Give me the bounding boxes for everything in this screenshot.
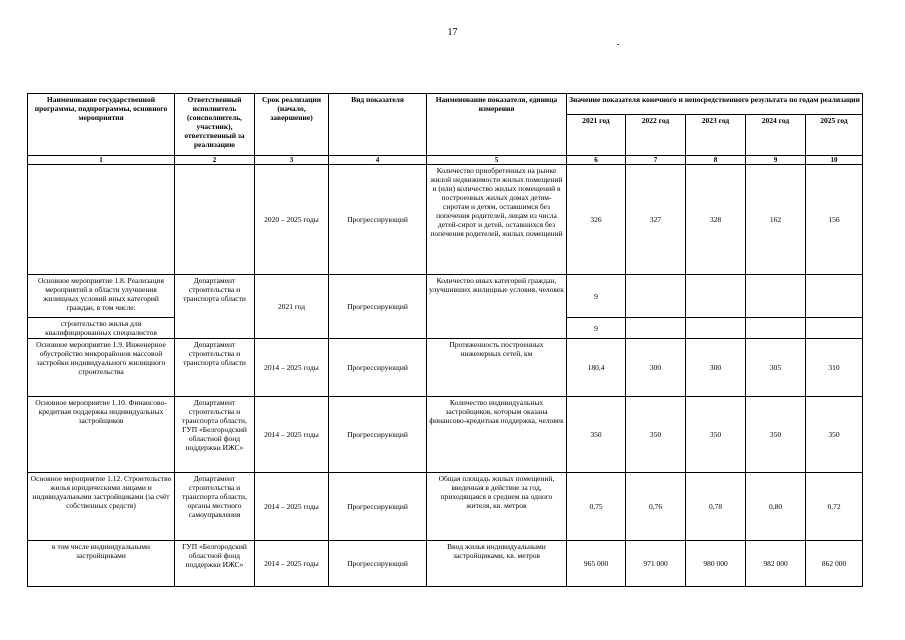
header-year: 2021 год <box>567 115 626 156</box>
column-number: 7 <box>626 156 686 165</box>
value-cell: 180,4 <box>567 339 626 397</box>
header-year: 2024 год <box>746 115 806 156</box>
value-cell: 9 <box>567 318 626 339</box>
column-number: 2 <box>175 156 255 165</box>
header-indicator-name: Наименование показателя, единица измерения <box>427 94 567 156</box>
header-executor: Ответственный исполнитель (соисполнитель, участник), ответственный за реализацию <box>175 94 255 156</box>
program-name-cell: строительство жилья для квалифицированных специалистов <box>28 318 175 339</box>
term-cell: 2014 – 2025 годы <box>255 541 329 587</box>
table-row <box>28 541 863 587</box>
value-cell: 300 <box>626 339 686 397</box>
value-cell: 0,80 <box>746 473 806 541</box>
page-number: 17 <box>447 27 458 38</box>
column-numbers-row <box>28 156 863 165</box>
value-cell: 310 <box>806 339 863 397</box>
program-name-cell <box>28 165 175 275</box>
value-cell: 350 <box>806 397 863 473</box>
header-year: 2023 год <box>686 115 746 156</box>
executor-cell: Департамент строительства и транспорта области, ГУП «Белгородский областной фонд поддержки ИЖС» <box>175 397 255 473</box>
column-number: 10 <box>806 156 863 165</box>
indicator-name-cell: Общая площадь жилых помещений, введенная в действие за год, приходящаяся в среднем на одного жителя, кв. метров <box>427 473 567 541</box>
indicator-type-cell: Прогрессирующий <box>329 339 427 397</box>
value-cell <box>686 318 746 339</box>
value-cell <box>806 318 863 339</box>
value-cell: 0,72 <box>806 473 863 541</box>
value-cell <box>626 275 686 318</box>
value-cell <box>746 318 806 339</box>
indicator-name-cell: Количество приобретенных на рынке жилой недвижимости жилых помещений и (или) количество жилых помещений в построенных жилых домах детям-сиротам и детям, оставшимся без попечения родителей, лицам из числа детей-сирот и детей, оставшихся без попечения родителей, жилых помещений <box>427 165 567 275</box>
value-cell: 0,76 <box>626 473 686 541</box>
indicator-type-cell: Прогрессирующий <box>329 165 427 275</box>
executor-cell: Департамент строительства и транспорта области <box>175 275 255 339</box>
header-values-by-year: Значение показателя конечного и непосредственного результата по годам реализации <box>567 94 863 115</box>
value-cell: 328 <box>686 165 746 275</box>
value-cell: 327 <box>626 165 686 275</box>
value-cell: 326 <box>567 165 626 275</box>
table-row <box>28 275 863 318</box>
indicator-name-cell: Протяженность построенных инженерных сетей, км <box>427 339 567 397</box>
program-name-cell: в том числе индивидуальными застройщиками <box>28 541 175 587</box>
executor-cell: Департамент строительства и транспорта области <box>175 339 255 397</box>
value-cell: 965 000 <box>567 541 626 587</box>
term-cell: 2014 – 2025 годы <box>255 339 329 397</box>
indicator-type-cell: Прогрессирующий <box>329 473 427 541</box>
value-cell: 162 <box>746 165 806 275</box>
value-cell: 305 <box>746 339 806 397</box>
indicator-name-cell: Ввод жилья индивидуальными застройщиками, кв. метров <box>427 541 567 587</box>
column-number: 6 <box>567 156 626 165</box>
value-cell: 350 <box>686 397 746 473</box>
value-cell: 971 000 <box>626 541 686 587</box>
value-cell: 862 000 <box>806 541 863 587</box>
program-name-cell: Основное мероприятие 1.9. Инженерное обустройство микрорайонов массовой застройки индивидуального жилищного строительства <box>28 339 175 397</box>
column-number: 8 <box>686 156 746 165</box>
header-term: Срок реализации (начало, завершение) <box>255 94 329 156</box>
column-number: 3 <box>255 156 329 165</box>
executor-cell: ГУП «Белгородский областной фонд поддержки ИЖС» <box>175 541 255 587</box>
column-number: 1 <box>28 156 175 165</box>
value-cell: 350 <box>626 397 686 473</box>
column-number: 5 <box>427 156 567 165</box>
value-cell <box>806 275 863 318</box>
executor-cell <box>175 165 255 275</box>
table-row <box>28 397 863 473</box>
value-cell: 350 <box>746 397 806 473</box>
value-cell: 0,78 <box>686 473 746 541</box>
value-cell: 0,75 <box>567 473 626 541</box>
term-cell: 2020 – 2025 годы <box>255 165 329 275</box>
indicators-table <box>27 93 863 587</box>
term-cell: 2014 – 2025 годы <box>255 473 329 541</box>
header-year: 2025 год <box>806 115 863 156</box>
program-name-cell: Основное мероприятие 1.12. Строительство жилья юридическими лицами и индивидуальными застройщиками (за счёт собственных средств) <box>28 473 175 541</box>
header-year: 2022 год <box>626 115 686 156</box>
value-cell: 980 000 <box>686 541 746 587</box>
value-cell <box>686 275 746 318</box>
value-cell: 350 <box>567 397 626 473</box>
term-cell: 2014 – 2025 годы <box>255 397 329 473</box>
value-cell: 9 <box>567 275 626 318</box>
value-cell: 982 000 <box>746 541 806 587</box>
program-name-cell: Основное мероприятие 1.10. Финансово-кредитная поддержка индивидуальных застройщиков <box>28 397 175 473</box>
indicator-type-cell: Прогрессирующий <box>329 275 427 339</box>
table-row <box>28 473 863 541</box>
value-cell: 300 <box>686 339 746 397</box>
value-cell <box>626 318 686 339</box>
scan-mark <box>617 44 619 45</box>
header-indicator-type: Вид показателя <box>329 94 427 156</box>
term-cell: 2021 год <box>255 275 329 339</box>
executor-cell: Департамент строительства и транспорта области, органы местного самоуправления <box>175 473 255 541</box>
column-number: 9 <box>746 156 806 165</box>
program-name-cell: Основное мероприятие 1.8. Реализация мероприятий в области улучшения жилищных условий иных категорий граждан, в том числе: <box>28 275 175 318</box>
table-row <box>28 339 863 397</box>
indicator-name-cell: Количество иных категорий граждан, улучшивших жилищные условия, человек <box>427 275 567 339</box>
table-row <box>28 165 863 275</box>
indicator-name-cell: Количество индивидуальных застройщиков, которым оказана финансово-кредитная поддержка, человек <box>427 397 567 473</box>
header-program-name: Наименование государственной программы, подпрограммы, основного мероприятия <box>28 94 175 156</box>
value-cell <box>746 275 806 318</box>
column-number: 4 <box>329 156 427 165</box>
indicator-type-cell: Прогрессирующий <box>329 397 427 473</box>
indicator-type-cell: Прогрессирующий <box>329 541 427 587</box>
header-row-1 <box>28 94 863 115</box>
value-cell: 156 <box>806 165 863 275</box>
